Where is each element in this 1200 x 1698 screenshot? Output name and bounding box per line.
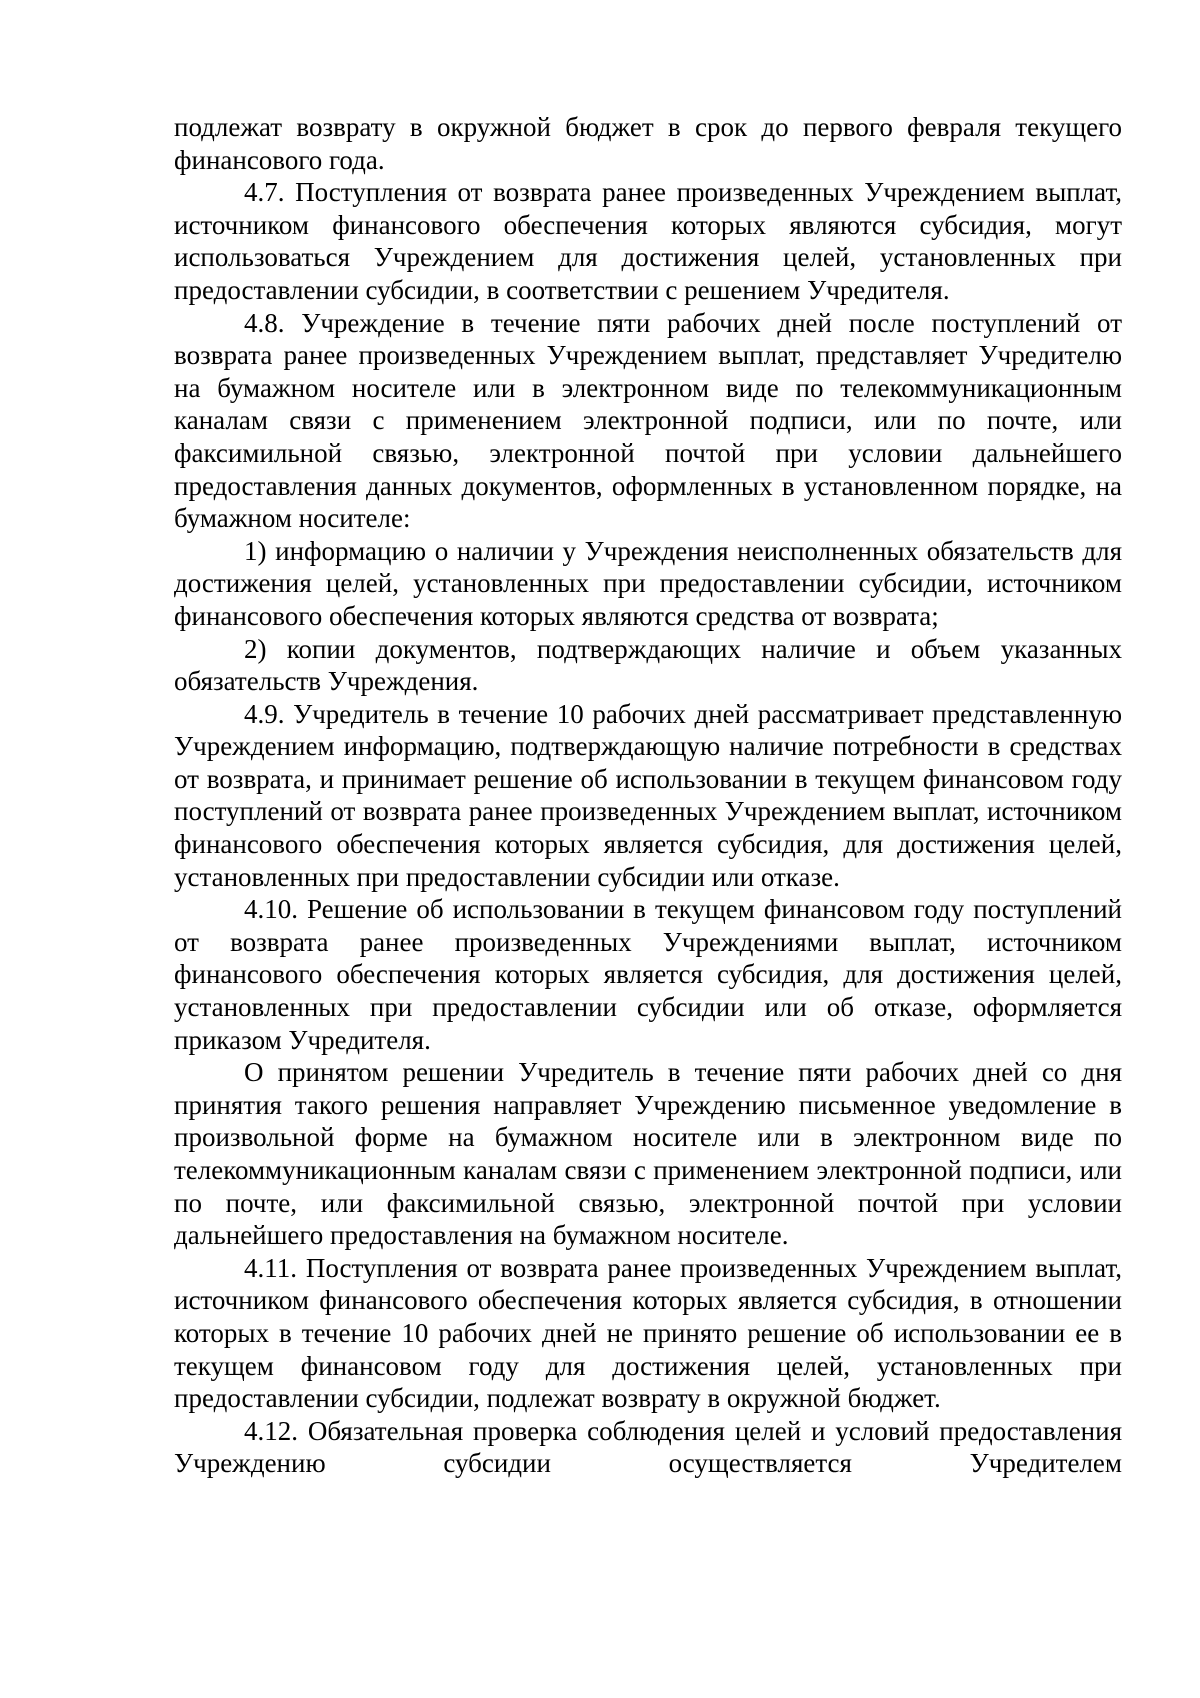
paragraph-4-12: 4.12. Обязательная проверка соблюдения целей и условий предоставления Учреждению субсидии осуществляется Учредителем xyxy=(174,1415,1122,1479)
list-item-2: 2) копии документов, подтверждающих наличие и объем указанных обязательств Учреждения. xyxy=(174,633,1122,697)
paragraph-4-9: 4.9. Учредитель в течение 10 рабочих дней рассматривает представленную Учреждением информацию, подтверждающую наличие потребности в средствах от возврата, и принимает решение об использовании в текущем финансовом году поступлений от возврата ранее произведенных Учреждением выплат, источником финансового обеспечения которых является субсидия, для достижения целей, установленных при предоставлении субсидии или отказе. xyxy=(174,698,1122,892)
paragraph-4-8: 4.8. Учреждение в течение пяти рабочих дней после поступлений от возврата ранее произведенных Учреждением выплат, представляет Учредителю на бумажном носителе или в электронном виде по телекоммуникационным каналам связи с применением электронной подписи, или по почте, или факсимильной связью, электронной почтой при условии дальнейшего предоставления данных документов, оформленных в установленном порядке, на бумажном носителе: xyxy=(174,307,1122,534)
document-body xyxy=(174,111,1122,1480)
paragraph-continuation: подлежат возврату в окружной бюджет в срок до первого февраля текущего финансового года. xyxy=(174,112,1122,175)
list-item-1: 1) информацию о наличии у Учреждения неисполненных обязательств для достижения целей, установленных при предоставлении субсидии, источником финансового обеспечения которых являются средства от возврата; xyxy=(174,535,1122,631)
paragraph-4-7: 4.7. Поступления от возврата ранее произведенных Учреждением выплат, источником финансового обеспечения которых являются субсидия, могут использоваться Учреждением для достижения целей, установленных при предоставлении субсидии, в соответствии с решением Учредителя. xyxy=(174,177,1122,305)
paragraph-decision-notice: О принятом решении Учредитель в течение пяти рабочих дней со дня принятия такого решения направляет Учреждению письменное уведомление в произвольной форме на бумажном носителе или в электронном виде по телекоммуникационным каналам связи с применением электронной подписи, или по почте, или факсимильной связью, электронной почтой при условии дальнейшего предоставления на бумажном носителе. xyxy=(174,1057,1122,1251)
paragraph-4-10: 4.10. Решение об использовании в текущем финансовом году поступлений от возврата ранее произведенных Учреждениями выплат, источником финансового обеспечения которых является субсидия, для достижения целей, установленных при предоставлении субсидии или об отказе, оформляется приказом Учредителя. xyxy=(174,894,1122,1055)
paragraph-4-11: 4.11. Поступления от возврата ранее произведенных Учреждением выплат, источником финансового обеспечения которых является субсидия, в отношении которых в течение 10 рабочих дней не принято решение об использовании ее в текущем финансовом году для достижения целей, установленных при предоставлении субсидии, подлежат возврату в окружной бюджет. xyxy=(174,1252,1122,1414)
